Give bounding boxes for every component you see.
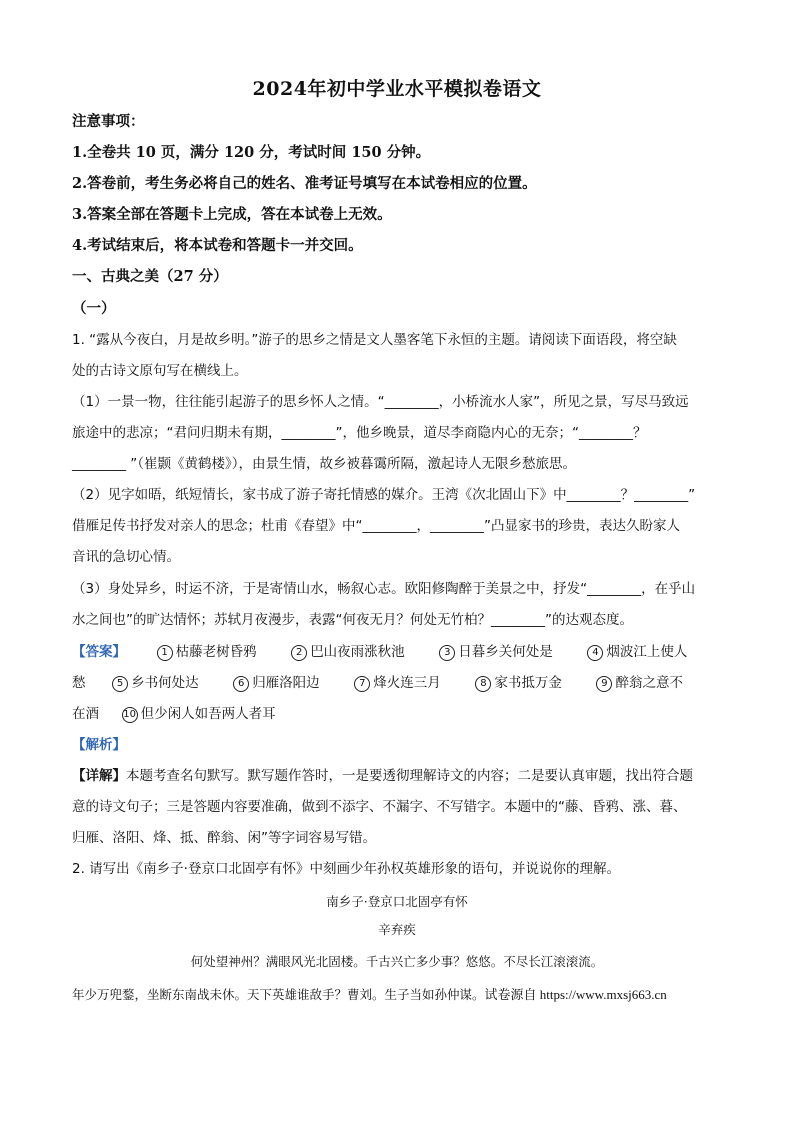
answer-text: 乡书何处达 [131, 675, 199, 691]
q1-line: （1）一景一物，往往能引起游子的思乡怀人之情。“________，小桥流水人家”，所见之景，写尽马致远 [72, 394, 689, 410]
answer-text: 归雁洛阳边 [252, 675, 320, 691]
section-heading: 一、古典之美（27 分） [72, 268, 228, 285]
answer-text: 在酒 [72, 706, 99, 722]
q1-line: （2）见字如晤，纸短情长，家书成了游子寄托情感的媒介。王湾《次北固山下》中________？________” [72, 487, 696, 503]
notice-item-4: 4.考试结束后，将本试卷和答题卡一并交回。 [72, 237, 363, 254]
q1-line: 借雁足传书抒发对亲人的思念；杜甫《春望》中“________，________”凸显家书的珍贵，表达久盼家人 [72, 518, 680, 534]
answer-number: 7 [354, 676, 370, 692]
answer-text: 愁 [72, 675, 86, 691]
detail-label: 【详解】 [72, 768, 126, 784]
q1-line: 音讯的急切心情。 [72, 549, 180, 565]
answer-line-3 [72, 702, 276, 723]
answer-number: 4 [587, 645, 603, 661]
answer-text: 日暮乡关何处是 [458, 644, 553, 660]
watermark-text: 试卷源自 https://www.mxsj663.cn [484, 987, 667, 1002]
notice-item-1: 1.全卷共 10 页，满分 120 分，考试时间 150 分钟。 [72, 144, 431, 161]
q1-line: 旅途中的悲凉；“君问归期未有期，________”，他乡晚景，道尽李商隐内心的无奈；“________？ [72, 425, 647, 441]
poem-line: 何处望神州？满眼风光北固楼。千古兴亡多少事？悠悠。不尽长江滚滚流。 [190, 954, 604, 969]
poem-line: 年少万兜鍪，坐断东南战未休。天下英雄谁敌手？曹刘。生子当如孙仲谋。 [72, 987, 485, 1002]
q1-line: （3）身处异乡，时运不济，于是寄情山水，畅叙心志。欧阳修陶醉于美景之中，抒发“________，在乎山 [72, 581, 696, 597]
answer-number: 2 [291, 645, 307, 661]
answer-text: 醉翁之意不 [615, 675, 683, 691]
detail-text: 本题考查名句默写。默写题作答时，一是要透彻理解诗文的内容；二是要认真审题，找出符合题 [126, 768, 693, 784]
answer-text: 烟波江上使人 [606, 644, 688, 660]
answer-number: 10 [122, 707, 138, 723]
answer-number: 1 [157, 645, 173, 661]
answer-line-2 [72, 671, 683, 692]
detail-line-1 [72, 764, 693, 784]
answer-text: 家书抵万金 [494, 675, 562, 691]
notice-heading: 注意事项： [72, 113, 145, 130]
q1-line: 1. “露从今夜白，月是故乡明。”游子的思乡之情是文人墨客笔下永恒的主题。请阅读下面语段，将空缺 [72, 332, 677, 348]
detail-line: 归雁、洛阳、烽、抵、醉翁、闲”等字词容易写错。 [72, 830, 376, 846]
answer-line-1 [72, 640, 687, 661]
page-title: 2024年初中学业水平模拟卷语文 [252, 78, 542, 100]
q1-line: 处的古诗文原句写在横线上。 [72, 363, 248, 379]
poem-line-with-watermark [72, 984, 667, 1003]
q1-line: ________ ”（崔颢《黄鹤楼》），由景生情，故乡被暮霭所隔，激起诗人无限乡愁旅思。 [72, 456, 577, 472]
q1-line: 水之间也”的旷达情怀；苏轼月夜漫步，表露“何夜无月？何处无竹柏？________”的达观态度。 [72, 612, 633, 628]
notice-item-2: 2.答卷前，考生务必将自己的姓名、准考证号填写在本试卷相应的位置。 [72, 175, 537, 192]
notice-item-3: 3.答案全部在答题卡上完成，答在本试卷上无效。 [72, 206, 392, 223]
analysis-label: 【解析】 [72, 737, 126, 753]
poem-author: 辛弃疾 [378, 922, 416, 937]
answer-number: 9 [596, 676, 612, 692]
answer-text: 烽火连三月 [373, 675, 441, 691]
q2-text: 2. 请写出《南乡子·登京口北固亭有怀》中刻画少年孙权英雄形象的语句，并说说你的理解。 [72, 861, 620, 877]
answer-number: 5 [112, 676, 128, 692]
answer-text: 巴山夜雨涨秋池 [310, 644, 405, 660]
detail-line: 意的诗文句子；三是答题内容要准确，做到不添字、不漏字、不写错字。本题中的“藤、昏鸦、涨、暮、 [72, 799, 687, 815]
answer-text: 但少闲人如吾两人者耳 [140, 706, 276, 722]
answer-number: 3 [439, 645, 455, 661]
answer-number: 8 [475, 676, 491, 692]
subsection-heading: （一） [72, 300, 116, 317]
poem-title: 南乡子·登京口北固亭有怀 [326, 894, 468, 909]
answer-label: 【答案】 [72, 644, 126, 660]
answer-text: 枯藤老树昏鸦 [175, 644, 257, 660]
answer-number: 6 [233, 676, 249, 692]
